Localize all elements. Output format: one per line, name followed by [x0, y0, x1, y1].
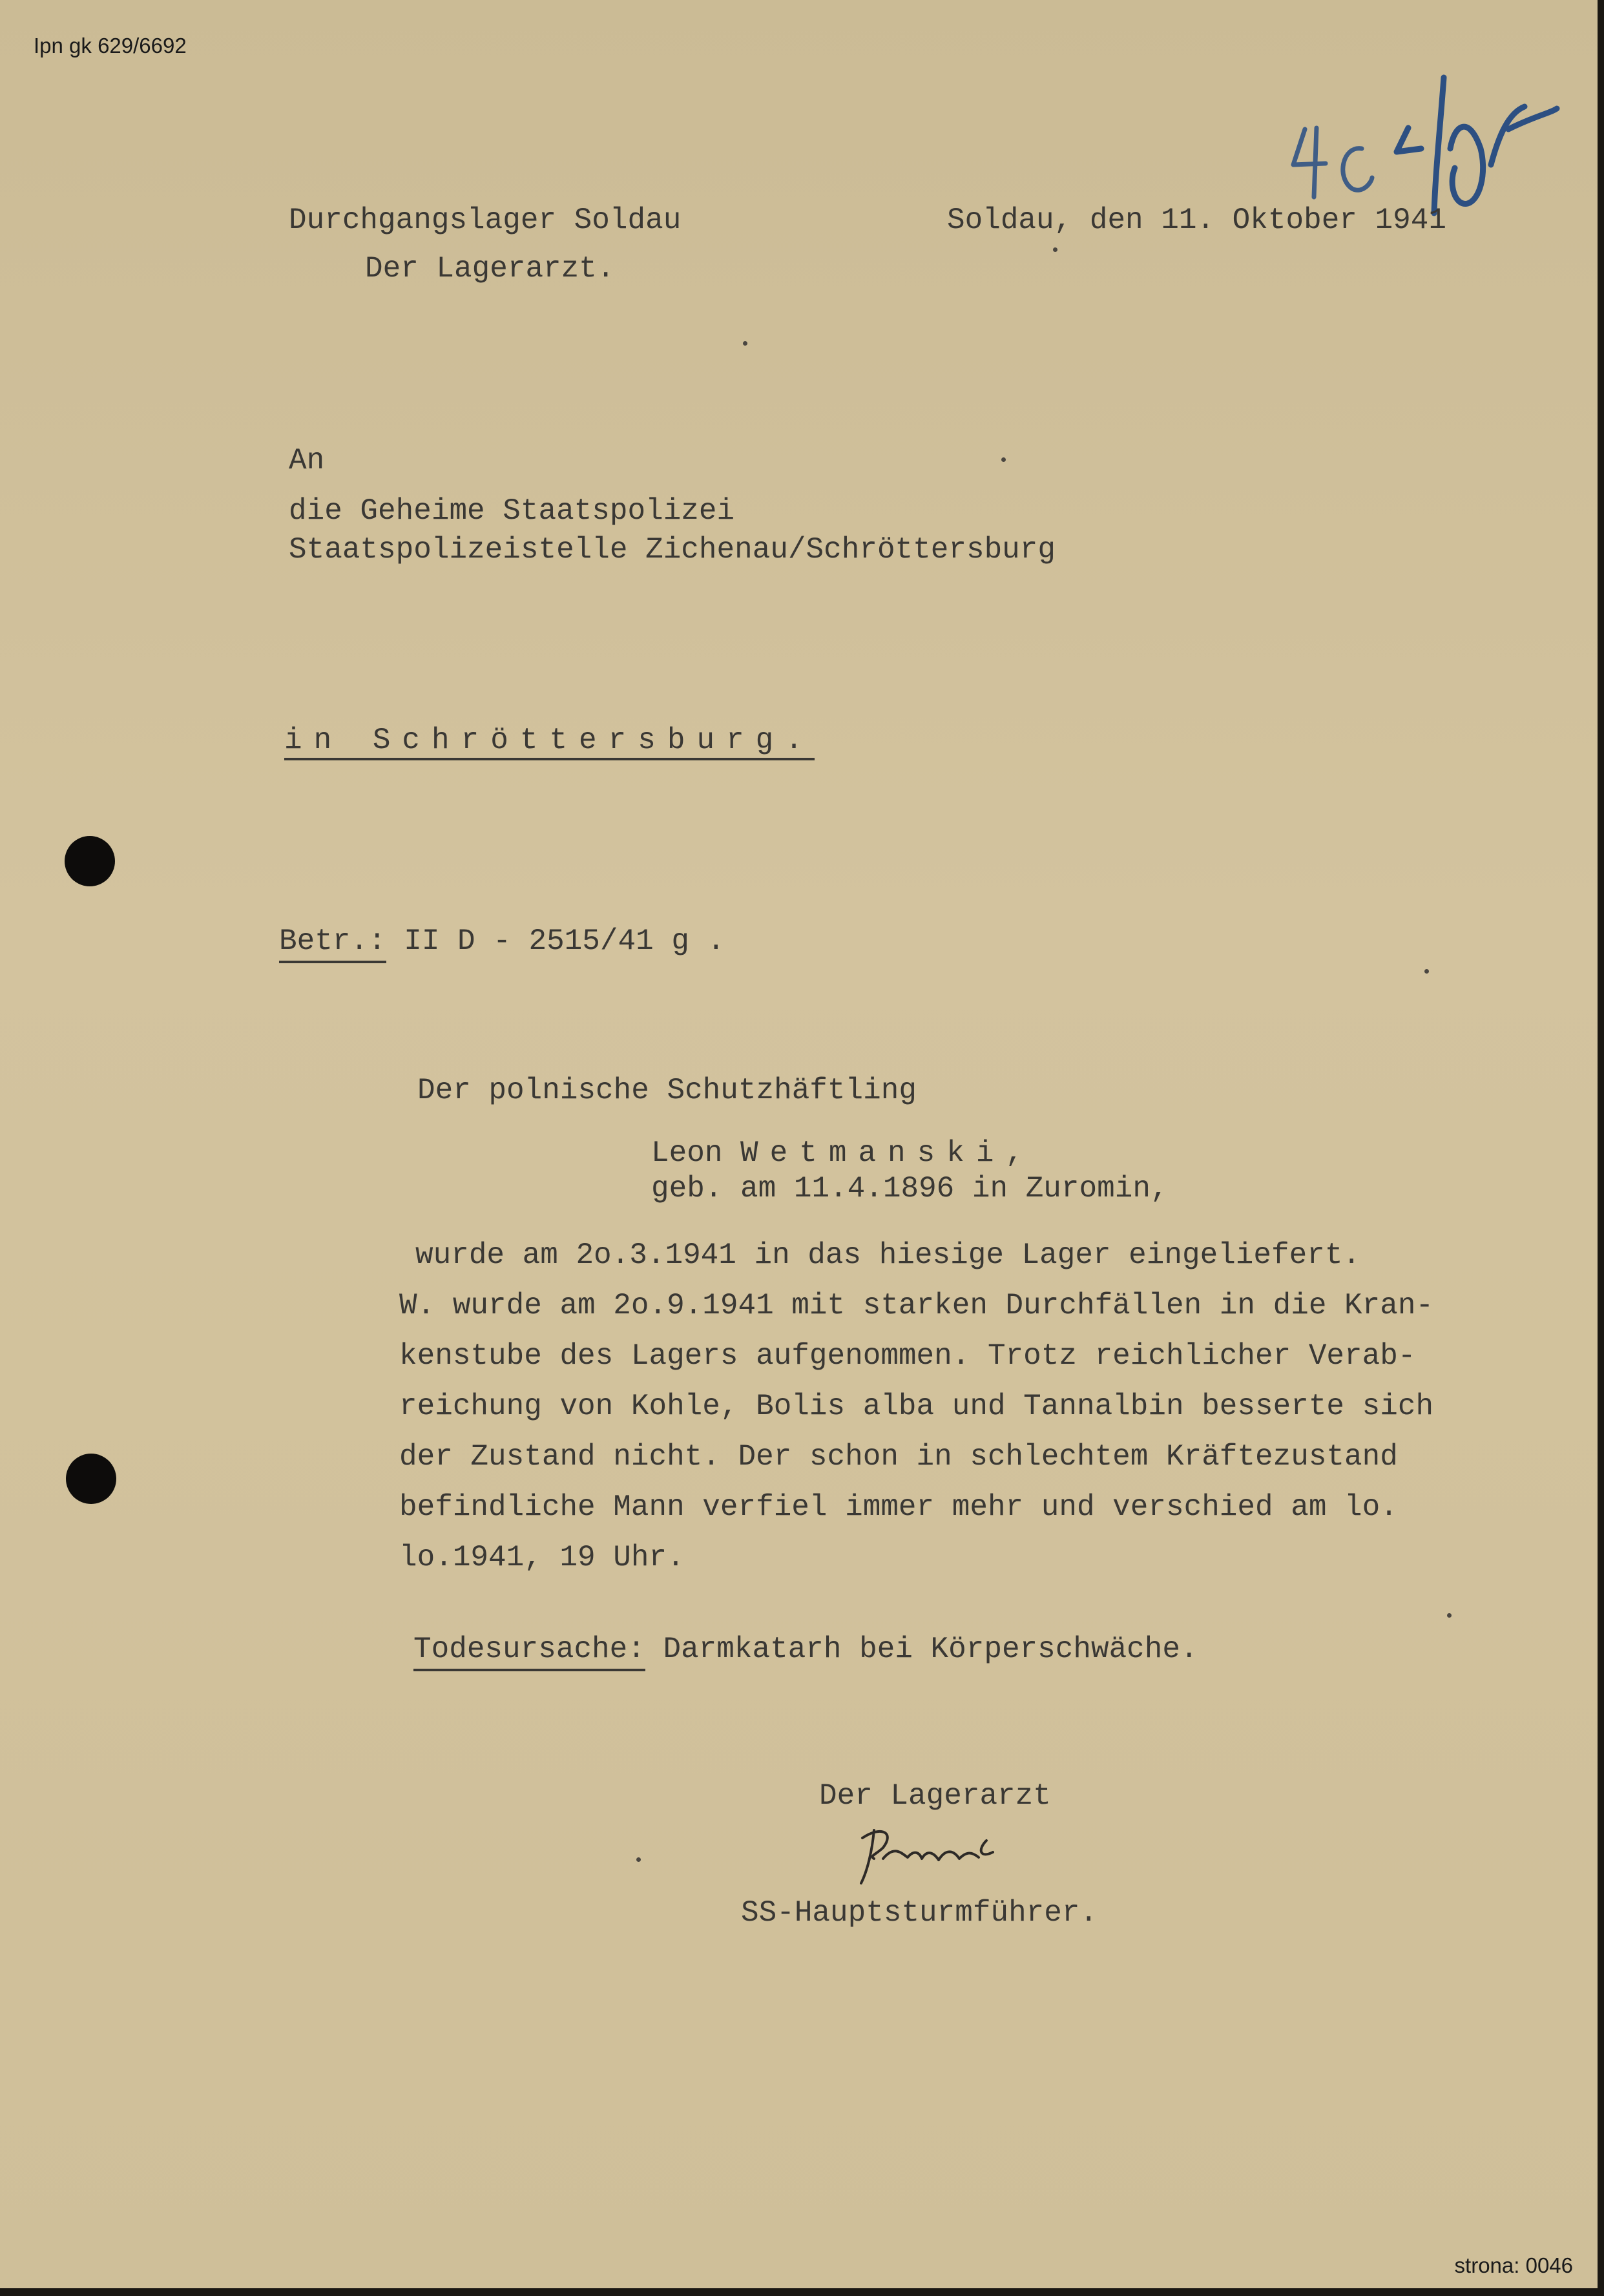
scan-edge-right — [1598, 0, 1604, 2296]
paper-speck — [743, 341, 747, 346]
paper-speck — [1001, 457, 1006, 462]
paper-speck — [636, 1857, 641, 1862]
address-line-1: die Geheime Staatspolizei — [289, 494, 735, 528]
paper-speck — [1424, 969, 1429, 974]
handwritten-folio-number — [1286, 52, 1570, 226]
body-line: befindliche Mann verfiel immer mehr und verschied am lo. — [399, 1490, 1398, 1524]
subject-line — [279, 926, 725, 956]
address-city: in Schröttersburg. — [284, 725, 815, 760]
body-line: lo.1941, 19 Uhr. — [399, 1541, 685, 1574]
prisoner-surname: Wetmanski, — [740, 1136, 1036, 1170]
address-line-2: Staatspolizeistelle Zichenau/Schröttersburg — [289, 533, 1056, 567]
cause-label: Todesursache: — [413, 1633, 645, 1671]
paper-speck — [1447, 1613, 1452, 1618]
subject-value: II D - 2515/41 g . — [386, 924, 725, 958]
handwritten-signature — [843, 1819, 1050, 1890]
body-line: kenstube des Lagers aufgenommen. Trotz reichlicher Verab- — [399, 1339, 1416, 1373]
body-line: der Zustand nicht. Der schon in schlechtem Kräftezustand — [399, 1440, 1398, 1474]
body-line: reichung von Kohle, Bolis alba und Tannalbin besserte sich — [399, 1390, 1434, 1423]
body-line: W. wurde am 2o.9.1941 mit starken Durchfällen in die Kran- — [399, 1289, 1434, 1322]
cause-of-death — [413, 1634, 1198, 1664]
punch-hole-upper — [65, 836, 115, 886]
prisoner-name — [651, 1138, 1035, 1168]
sender-line-2: Der Lagerarzt. — [365, 252, 615, 286]
cause-value: Darmkatarh bei Körperschwäche. — [645, 1633, 1198, 1666]
prisoner-first-name: Leon — [651, 1136, 741, 1170]
paper-speck — [1053, 247, 1057, 252]
closing: Der Lagerarzt — [819, 1779, 1051, 1813]
place-date: Soldau, den 11. Oktober 1941 — [947, 204, 1446, 237]
sender-line-1: Durchgangslager Soldau — [289, 204, 682, 237]
address-salutation: An — [289, 444, 325, 477]
body-intro: Der polnische Schutzhäftling — [417, 1074, 917, 1107]
page-number-label: strona: 0046 — [1454, 2253, 1573, 2277]
punch-hole-lower — [66, 1454, 116, 1504]
prisoner-birth: geb. am 11.4.1896 in Zuromin, — [651, 1172, 1169, 1205]
signature-title: SS-Hauptsturmführer. — [741, 1896, 1098, 1930]
subject-label: Betr.: — [279, 924, 386, 963]
archive-reference: Ipn gk 629/6692 — [34, 34, 187, 57]
scan-edge-bottom — [0, 2288, 1604, 2296]
body-line: wurde am 2o.3.1941 in das hiesige Lager eingeliefert. — [415, 1238, 1361, 1272]
